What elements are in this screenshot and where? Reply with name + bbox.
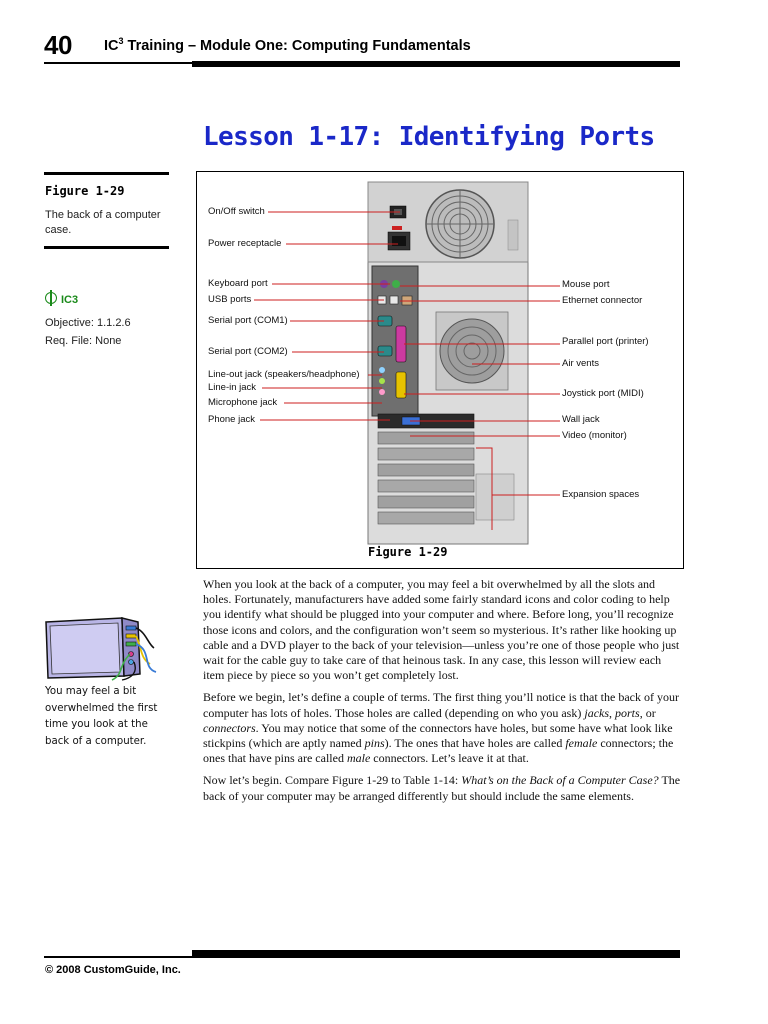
label-microphone-jack: Microphone jack [208,397,278,408]
label-serial-com2: Serial port (COM2) [208,346,288,357]
text-run: , or [639,705,656,720]
text-run: connectors. Let’s leave it at that. [370,751,529,766]
label-line-in-jack: Line-in jack [208,382,257,393]
table-reference: What’s on the Back of a Computer Case? [461,773,659,788]
label-parallel-port: Parallel port (printer) [562,336,649,347]
footer-rule [44,956,680,958]
term-ports: ports [615,705,640,720]
copyright: © 2008 CustomGuide, Inc. [45,964,181,976]
objective: Objective: 1.1.2.6 [45,317,131,329]
label-air-vents: Air vents [562,358,599,369]
running-head-rest: Training – Module One: Computing Fundamentals [123,38,471,54]
running-head-superscript: 3 [118,36,124,46]
text-run: connectors; the ones that have pins are called [203,736,674,766]
label-mouse-port: Mouse port [562,279,610,290]
ic3-label: IC3 [61,294,79,306]
text-run: , [609,705,616,720]
label-video-port: Video (monitor) [562,430,627,441]
label-on-off-switch: On/Off switch [208,206,265,217]
label-ethernet-connector: Ethernet connector [562,295,643,306]
paragraph-terms [203,690,681,766]
required-file: Req. File: None [45,335,122,347]
text-run: The back of your computer may be arranged differently but should include the same elements. [203,773,681,803]
label-wall-jack: Wall jack [562,414,600,425]
lesson-title: Lesson 1-17: Identifying Ports [203,122,655,152]
paragraph-intro: When you look at the back of a computer, you may feel a bit overwhelmed by all the slots and holes. Fortunately, manufacturers have added some fairly standard icons and color coding to help you identify what should be plugged into your computer and where. Before long, you’ll recognize those icons and colors, and the configuration won’t seem so mysterious. It’s rather like hooking up cable and a DVD player to the back of your television—unless you’re one of those people who just wait for the cable guy to take care of that heinous task. In any case, this lesson will review each item piece by piece so you won’t get completely lost. [203,577,680,683]
sidebar-figure-caption: The back of a computer case. [45,209,161,236]
figure-caption: Figure 1-29 [368,545,448,559]
running-head-prefix: IC [104,38,119,54]
leader-expansion [476,448,560,530]
label-line-out-jack: Line-out jack (speakers/headphone) [208,369,360,380]
body-text [203,577,681,811]
label-power-receptacle: Power receptacle [208,238,282,249]
label-expansion-spaces: Expansion spaces [562,489,640,500]
text-run: Before we begin, let’s define a couple of terms. The first thing you’ll notice is that the back of your computer has lots of holes. Those holes are called (depending on who you ask) [203,690,679,720]
text-run: Now let’s begin. Compare Figure 1-29 to Table 1-14: [203,773,462,788]
term-connectors: connectors [203,720,256,735]
term-jacks: jacks [584,705,610,720]
label-serial-com1: Serial port (COM1) [208,315,288,326]
page-number: 40 [44,30,72,60]
label-joystick-port: Joystick port (MIDI) [562,388,644,399]
cartoon-caption: You may feel a bit overwhelmed the first time you look at the back of a computer. [45,686,158,747]
term-male: male [346,751,371,766]
label-phone-jack: Phone jack [208,414,256,425]
label-usb-ports: USB ports [208,294,252,305]
text-run: . You may notice that some of the connectors have holes, but some have what look like stickpins (which are aptly named [203,720,673,751]
sidebar-figure-label: Figure 1-29 [45,184,125,198]
text-run: ). The ones that have holes are called [384,736,566,751]
term-pins: pins [364,736,385,751]
term-female: female [565,736,598,751]
paragraph-compare [203,773,681,803]
label-keyboard-port: Keyboard port [208,278,268,289]
